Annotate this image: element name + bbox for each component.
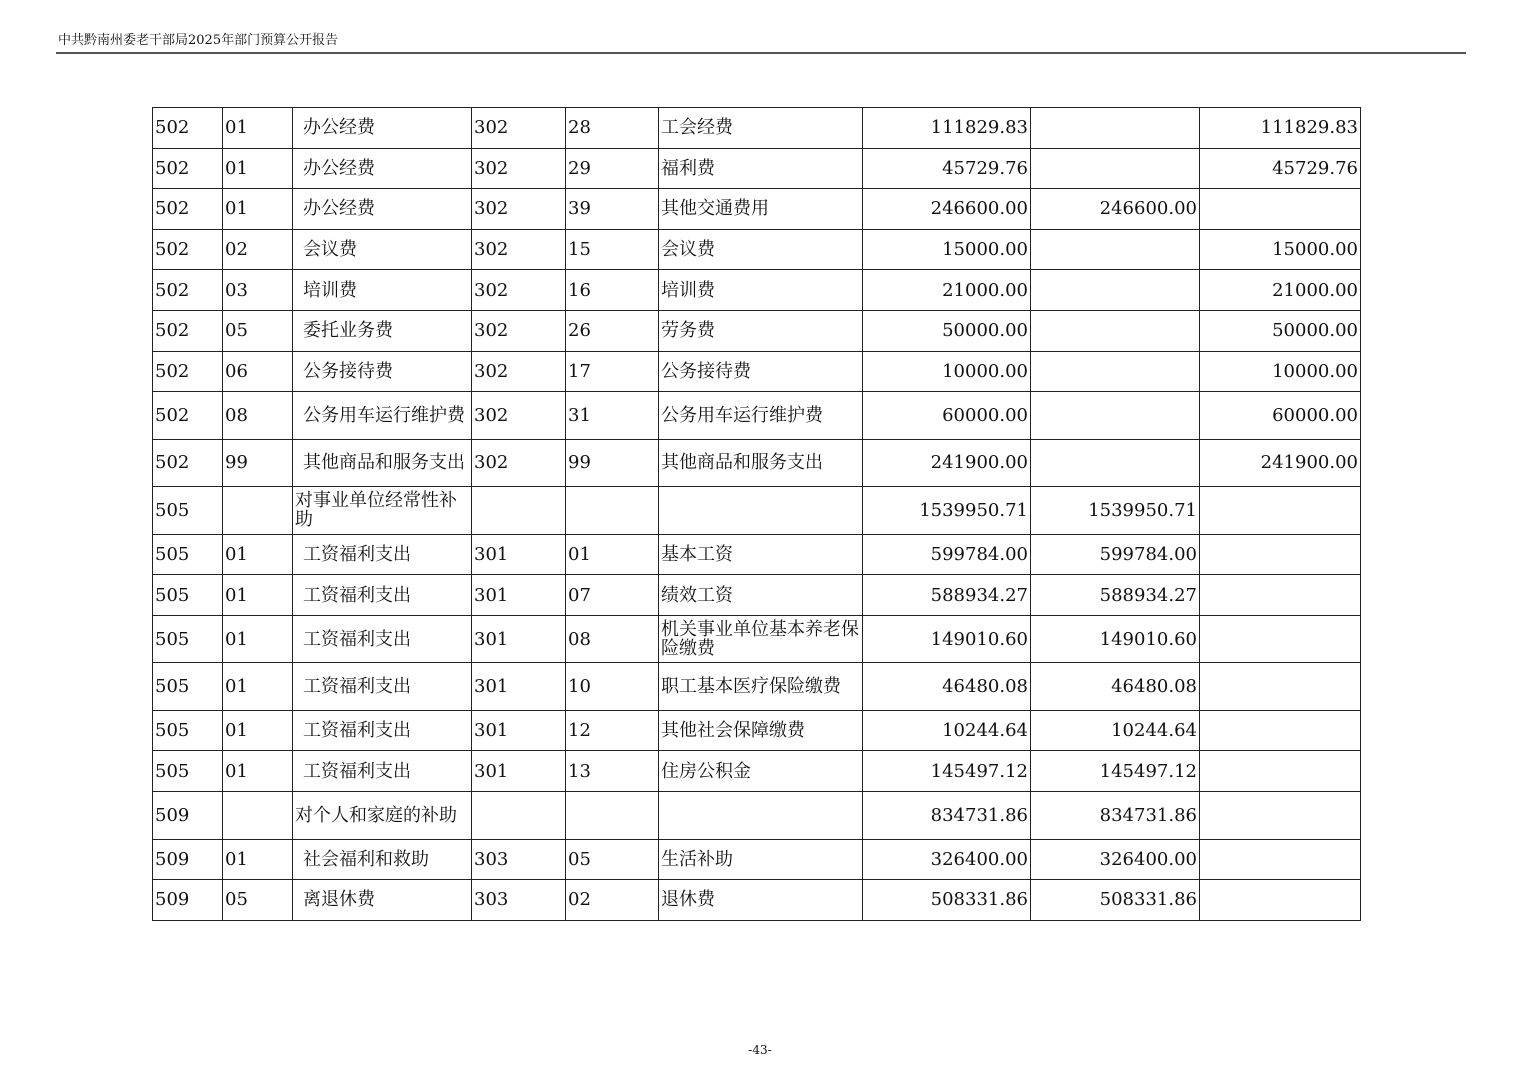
econ-item-code-cell: 10: [566, 663, 659, 711]
total-amount-cell: 1539950.71: [863, 487, 1031, 535]
econ-item-code-cell: 12: [566, 710, 659, 751]
total-amount-cell: 50000.00: [863, 310, 1031, 351]
table-row: [153, 880, 1361, 921]
item-code-cell: [223, 792, 293, 840]
total-amount-cell: 15000.00: [863, 229, 1031, 270]
econ-class-code-cell: 301: [472, 575, 566, 616]
project-expense-cell: [1200, 710, 1361, 751]
econ-class-code-cell: 302: [472, 392, 566, 440]
project-expense-cell: [1200, 615, 1361, 663]
class-code-cell: 509: [153, 880, 223, 921]
econ-name-cell: [659, 487, 863, 535]
page-number: -43-: [748, 1043, 772, 1057]
project-expense-cell: 21000.00: [1200, 270, 1361, 311]
total-amount-cell: 45729.76: [863, 148, 1031, 189]
function-name-cell: 委托业务费: [293, 310, 472, 351]
function-name-cell: 离退休费: [293, 880, 472, 921]
function-name-cell: 公务用车运行维护费: [293, 392, 472, 440]
class-code-cell: 505: [153, 710, 223, 751]
project-expense-cell: [1200, 880, 1361, 921]
basic-expense-cell: [1031, 270, 1200, 311]
table-row: [153, 229, 1361, 270]
item-code-cell: 05: [223, 880, 293, 921]
econ-name-cell: 退休费: [659, 880, 863, 921]
class-code-cell: 505: [153, 487, 223, 535]
basic-expense-cell: 588934.27: [1031, 575, 1200, 616]
basic-expense-cell: [1031, 310, 1200, 351]
econ-item-code-cell: 08: [566, 615, 659, 663]
econ-item-code-cell: 13: [566, 751, 659, 792]
project-expense-cell: [1200, 663, 1361, 711]
basic-expense-cell: [1031, 439, 1200, 487]
econ-name-cell: 劳务费: [659, 310, 863, 351]
table-row: [153, 310, 1361, 351]
table-row: [153, 487, 1361, 535]
class-code-cell: 502: [153, 189, 223, 230]
budget-detail-table: [152, 107, 1361, 921]
total-amount-cell: 10000.00: [863, 351, 1031, 392]
econ-name-cell: 其他社会保障缴费: [659, 710, 863, 751]
total-amount-cell: 508331.86: [863, 880, 1031, 921]
item-code-cell: 01: [223, 663, 293, 711]
class-code-cell: 509: [153, 839, 223, 880]
econ-item-code-cell: 99: [566, 439, 659, 487]
econ-name-cell: 福利费: [659, 148, 863, 189]
econ-item-code-cell: 01: [566, 534, 659, 575]
item-code-cell: 08: [223, 392, 293, 440]
econ-class-code-cell: 302: [472, 108, 566, 149]
project-expense-cell: 60000.00: [1200, 392, 1361, 440]
table-row: [153, 839, 1361, 880]
econ-name-cell: 其他交通费用: [659, 189, 863, 230]
econ-item-code-cell: 15: [566, 229, 659, 270]
class-code-cell: 502: [153, 310, 223, 351]
project-expense-cell: 15000.00: [1200, 229, 1361, 270]
item-code-cell: 01: [223, 839, 293, 880]
item-code-cell: 99: [223, 439, 293, 487]
table-row: [153, 439, 1361, 487]
econ-class-code-cell: [472, 487, 566, 535]
class-code-cell: 502: [153, 148, 223, 189]
project-expense-cell: [1200, 751, 1361, 792]
econ-item-code-cell: 02: [566, 880, 659, 921]
econ-class-code-cell: 301: [472, 710, 566, 751]
table-row: [153, 615, 1361, 663]
class-code-cell: 502: [153, 439, 223, 487]
class-code-cell: 502: [153, 229, 223, 270]
basic-expense-cell: [1031, 229, 1200, 270]
econ-item-code-cell: 26: [566, 310, 659, 351]
econ-name-cell: 职工基本医疗保险缴费: [659, 663, 863, 711]
project-expense-cell: 45729.76: [1200, 148, 1361, 189]
econ-item-code-cell: 17: [566, 351, 659, 392]
econ-class-code-cell: 301: [472, 534, 566, 575]
item-code-cell: 06: [223, 351, 293, 392]
item-code-cell: 01: [223, 534, 293, 575]
econ-name-cell: [659, 792, 863, 840]
econ-class-code-cell: 302: [472, 229, 566, 270]
item-code-cell: 03: [223, 270, 293, 311]
class-code-cell: 505: [153, 534, 223, 575]
econ-name-cell: 住房公积金: [659, 751, 863, 792]
project-expense-cell: [1200, 534, 1361, 575]
table-row: [153, 710, 1361, 751]
econ-item-code-cell: 28: [566, 108, 659, 149]
item-code-cell: 01: [223, 148, 293, 189]
project-expense-cell: 241900.00: [1200, 439, 1361, 487]
function-name-cell: 工资福利支出: [293, 710, 472, 751]
econ-name-cell: 公务用车运行维护费: [659, 392, 863, 440]
function-name-cell: 工资福利支出: [293, 751, 472, 792]
total-amount-cell: 149010.60: [863, 615, 1031, 663]
project-expense-cell: 10000.00: [1200, 351, 1361, 392]
table-row: [153, 751, 1361, 792]
basic-expense-cell: 599784.00: [1031, 534, 1200, 575]
function-name-cell: 对个人和家庭的补助: [293, 792, 472, 840]
total-amount-cell: 10244.64: [863, 710, 1031, 751]
function-name-cell: 工资福利支出: [293, 575, 472, 616]
total-amount-cell: 241900.00: [863, 439, 1031, 487]
function-name-cell: 其他商品和服务支出: [293, 439, 472, 487]
econ-name-cell: 会议费: [659, 229, 863, 270]
econ-class-code-cell: 302: [472, 148, 566, 189]
econ-name-cell: 培训费: [659, 270, 863, 311]
class-code-cell: 505: [153, 615, 223, 663]
function-name-cell: 工资福利支出: [293, 615, 472, 663]
project-expense-cell: [1200, 575, 1361, 616]
item-code-cell: [223, 487, 293, 535]
item-code-cell: 01: [223, 189, 293, 230]
table-row: [153, 534, 1361, 575]
function-name-cell: 办公经费: [293, 189, 472, 230]
total-amount-cell: 21000.00: [863, 270, 1031, 311]
econ-class-code-cell: 303: [472, 880, 566, 921]
function-name-cell: 办公经费: [293, 108, 472, 149]
basic-expense-cell: 246600.00: [1031, 189, 1200, 230]
econ-item-code-cell: [566, 792, 659, 840]
total-amount-cell: 46480.08: [863, 663, 1031, 711]
function-name-cell: 公务接待费: [293, 351, 472, 392]
econ-class-code-cell: 301: [472, 751, 566, 792]
class-code-cell: 505: [153, 575, 223, 616]
item-code-cell: 01: [223, 615, 293, 663]
function-name-cell: 对事业单位经常性补助: [293, 487, 472, 535]
econ-name-cell: 基本工资: [659, 534, 863, 575]
basic-expense-cell: 149010.60: [1031, 615, 1200, 663]
econ-name-cell: 机关事业单位基本养老保险缴费: [659, 615, 863, 663]
econ-class-code-cell: 302: [472, 189, 566, 230]
function-name-cell: 办公经费: [293, 148, 472, 189]
econ-name-cell: 绩效工资: [659, 575, 863, 616]
basic-expense-cell: 145497.12: [1031, 751, 1200, 792]
total-amount-cell: 60000.00: [863, 392, 1031, 440]
total-amount-cell: 834731.86: [863, 792, 1031, 840]
basic-expense-cell: 508331.86: [1031, 880, 1200, 921]
project-expense-cell: 111829.83: [1200, 108, 1361, 149]
econ-item-code-cell: 31: [566, 392, 659, 440]
econ-class-code-cell: 302: [472, 270, 566, 311]
econ-class-code-cell: 302: [472, 310, 566, 351]
basic-expense-cell: 1539950.71: [1031, 487, 1200, 535]
econ-item-code-cell: 16: [566, 270, 659, 311]
class-code-cell: 502: [153, 108, 223, 149]
table-body: [153, 108, 1361, 921]
project-expense-cell: 50000.00: [1200, 310, 1361, 351]
item-code-cell: 01: [223, 710, 293, 751]
function-name-cell: 工资福利支出: [293, 534, 472, 575]
item-code-cell: 01: [223, 575, 293, 616]
project-expense-cell: [1200, 189, 1361, 230]
econ-class-code-cell: 303: [472, 839, 566, 880]
econ-class-code-cell: 302: [472, 439, 566, 487]
table-row: [153, 108, 1361, 149]
table-row: [153, 792, 1361, 840]
table-row: [153, 270, 1361, 311]
basic-expense-cell: [1031, 108, 1200, 149]
class-code-cell: 505: [153, 663, 223, 711]
econ-class-code-cell: [472, 792, 566, 840]
table-row: [153, 663, 1361, 711]
table-row: [153, 575, 1361, 616]
function-name-cell: 工资福利支出: [293, 663, 472, 711]
function-name-cell: 社会福利和救助: [293, 839, 472, 880]
total-amount-cell: 111829.83: [863, 108, 1031, 149]
class-code-cell: 502: [153, 351, 223, 392]
econ-name-cell: 公务接待费: [659, 351, 863, 392]
total-amount-cell: 599784.00: [863, 534, 1031, 575]
total-amount-cell: 246600.00: [863, 189, 1031, 230]
table-row: [153, 351, 1361, 392]
table-row: [153, 392, 1361, 440]
class-code-cell: 502: [153, 392, 223, 440]
basic-expense-cell: 326400.00: [1031, 839, 1200, 880]
econ-item-code-cell: 39: [566, 189, 659, 230]
table-row: [153, 189, 1361, 230]
econ-name-cell: 生活补助: [659, 839, 863, 880]
class-code-cell: 502: [153, 270, 223, 311]
table-row: [153, 148, 1361, 189]
basic-expense-cell: [1031, 148, 1200, 189]
project-expense-cell: [1200, 792, 1361, 840]
item-code-cell: 05: [223, 310, 293, 351]
item-code-cell: 01: [223, 108, 293, 149]
item-code-cell: 02: [223, 229, 293, 270]
project-expense-cell: [1200, 487, 1361, 535]
econ-class-code-cell: 301: [472, 663, 566, 711]
report-header-title: 中共黔南州委老干部局2025年部门预算公开报告: [58, 33, 339, 48]
total-amount-cell: 145497.12: [863, 751, 1031, 792]
function-name-cell: 会议费: [293, 229, 472, 270]
function-name-cell: 培训费: [293, 270, 472, 311]
econ-class-code-cell: 302: [472, 351, 566, 392]
project-expense-cell: [1200, 839, 1361, 880]
item-code-cell: 01: [223, 751, 293, 792]
econ-name-cell: 其他商品和服务支出: [659, 439, 863, 487]
basic-expense-cell: 10244.64: [1031, 710, 1200, 751]
econ-item-code-cell: 29: [566, 148, 659, 189]
header-divider: [56, 52, 1466, 54]
econ-item-code-cell: 07: [566, 575, 659, 616]
basic-expense-cell: [1031, 351, 1200, 392]
econ-class-code-cell: 301: [472, 615, 566, 663]
total-amount-cell: 588934.27: [863, 575, 1031, 616]
basic-expense-cell: [1031, 392, 1200, 440]
basic-expense-cell: 834731.86: [1031, 792, 1200, 840]
econ-item-code-cell: 05: [566, 839, 659, 880]
econ-name-cell: 工会经费: [659, 108, 863, 149]
total-amount-cell: 326400.00: [863, 839, 1031, 880]
class-code-cell: 505: [153, 751, 223, 792]
econ-item-code-cell: [566, 487, 659, 535]
class-code-cell: 509: [153, 792, 223, 840]
basic-expense-cell: 46480.08: [1031, 663, 1200, 711]
